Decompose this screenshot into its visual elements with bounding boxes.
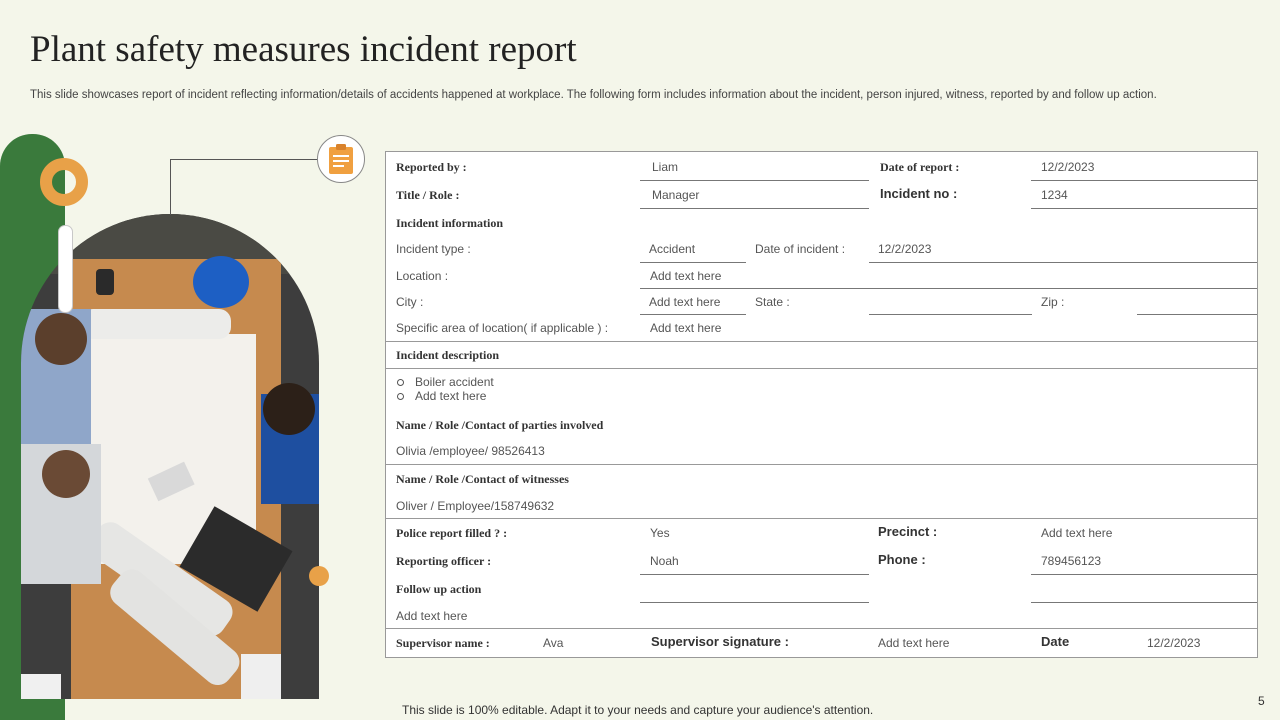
date-label: Date — [1041, 634, 1070, 649]
bullet-icon — [397, 379, 404, 386]
page-subtitle: This slide showcases report of incident reflecting information/details of accidents happened at workplace. The following form includes information about the incident, person injured, witness, reported by and follow up action. — [30, 89, 1157, 101]
field-underline — [640, 602, 869, 603]
incident-description-heading: Incident description — [396, 348, 500, 362]
page-title: Plant safety measures incident report — [30, 29, 577, 70]
date-of-incident-field[interactable]: 12/2/2023 — [878, 242, 932, 256]
section-divider — [386, 518, 1257, 519]
connector-line — [170, 159, 171, 215]
bullet-icon — [397, 393, 404, 400]
date-of-report-label: Date of report : — [880, 160, 960, 174]
field-underline — [1031, 574, 1257, 575]
zip-label: Zip : — [1041, 295, 1065, 309]
incident-type-label: Incident type : — [396, 242, 471, 256]
precinct-label: Precinct : — [878, 524, 938, 539]
city-label: City : — [396, 295, 424, 309]
phone-field[interactable]: 789456123 — [1041, 554, 1102, 568]
location-field[interactable]: Add text here — [650, 269, 722, 283]
specific-area-label: Specific area of location( if applicable ) : — [396, 321, 609, 335]
state-label: State : — [755, 295, 790, 309]
field-underline — [640, 262, 746, 263]
follow-up-field[interactable]: Add text here — [396, 609, 468, 623]
date-of-report-field[interactable]: 12/2/2023 — [1041, 160, 1095, 174]
reporting-officer-field[interactable]: Noah — [650, 554, 679, 568]
field-underline — [1031, 180, 1257, 181]
description-item: Boiler accident — [415, 375, 494, 389]
white-pill-decor — [58, 225, 73, 313]
field-underline — [869, 314, 1032, 315]
field-underline — [640, 208, 869, 209]
date-field[interactable]: 12/2/2023 — [1147, 636, 1201, 650]
field-underline — [640, 314, 746, 315]
orange-dot-decor — [309, 566, 329, 586]
incident-no-label: Incident no : — [880, 186, 958, 201]
location-label: Location : — [396, 269, 449, 283]
city-field[interactable]: Add text here — [649, 295, 721, 309]
field-underline — [640, 180, 869, 181]
page-number: 5 — [1258, 694, 1265, 708]
field-underline — [640, 574, 869, 575]
follow-up-heading: Follow up action — [396, 582, 482, 596]
field-underline — [640, 288, 1257, 289]
section-divider — [386, 628, 1257, 629]
incident-type-field[interactable]: Accident — [649, 242, 696, 256]
supervisor-signature-label: Supervisor signature : — [651, 634, 789, 649]
connector-line — [170, 159, 318, 160]
parties-involved-heading: Name / Role /Contact of parties involved — [396, 418, 604, 432]
field-underline — [869, 262, 1257, 263]
orange-ring-decor — [40, 158, 88, 206]
police-report-label: Police report filled ? : — [396, 526, 508, 540]
section-divider — [386, 341, 1257, 342]
field-underline — [1137, 314, 1257, 315]
incident-report-form — [385, 151, 1258, 658]
incident-no-field[interactable]: 1234 — [1041, 188, 1068, 202]
date-of-incident-label: Date of incident : — [755, 242, 846, 256]
police-report-field[interactable]: Yes — [650, 526, 670, 540]
description-item: Add text here — [415, 389, 487, 403]
witnesses-value[interactable]: Oliver / Employee/158749632 — [396, 499, 555, 513]
phone-label: Phone : — [878, 552, 926, 567]
title-role-field[interactable]: Manager — [652, 188, 700, 202]
section-divider — [386, 464, 1257, 465]
reported-by-field[interactable]: Liam — [652, 160, 679, 174]
reporting-officer-label: Reporting officer : — [396, 554, 492, 568]
field-underline — [1031, 602, 1257, 603]
reported-by-label: Reported by : — [396, 160, 467, 174]
supervisor-name-field[interactable]: Ava — [543, 636, 564, 650]
incident-information-heading: Incident information — [396, 216, 504, 230]
specific-area-field[interactable]: Add text here — [650, 321, 722, 335]
field-underline — [1031, 208, 1257, 209]
section-divider — [386, 368, 1257, 369]
supervisor-name-label: Supervisor name : — [396, 636, 490, 650]
precinct-field[interactable]: Add text here — [1041, 526, 1113, 540]
parties-involved-value[interactable]: Olivia /employee/ 98526413 — [396, 444, 545, 458]
clipboard-icon — [317, 135, 365, 183]
footnote: This slide is 100% editable. Adapt it to your needs and capture your audience's attention. — [402, 703, 874, 717]
supervisor-signature-field[interactable]: Add text here — [878, 636, 950, 650]
title-role-label: Title / Role : — [396, 188, 460, 202]
witnesses-heading: Name / Role /Contact of witnesses — [396, 472, 569, 486]
